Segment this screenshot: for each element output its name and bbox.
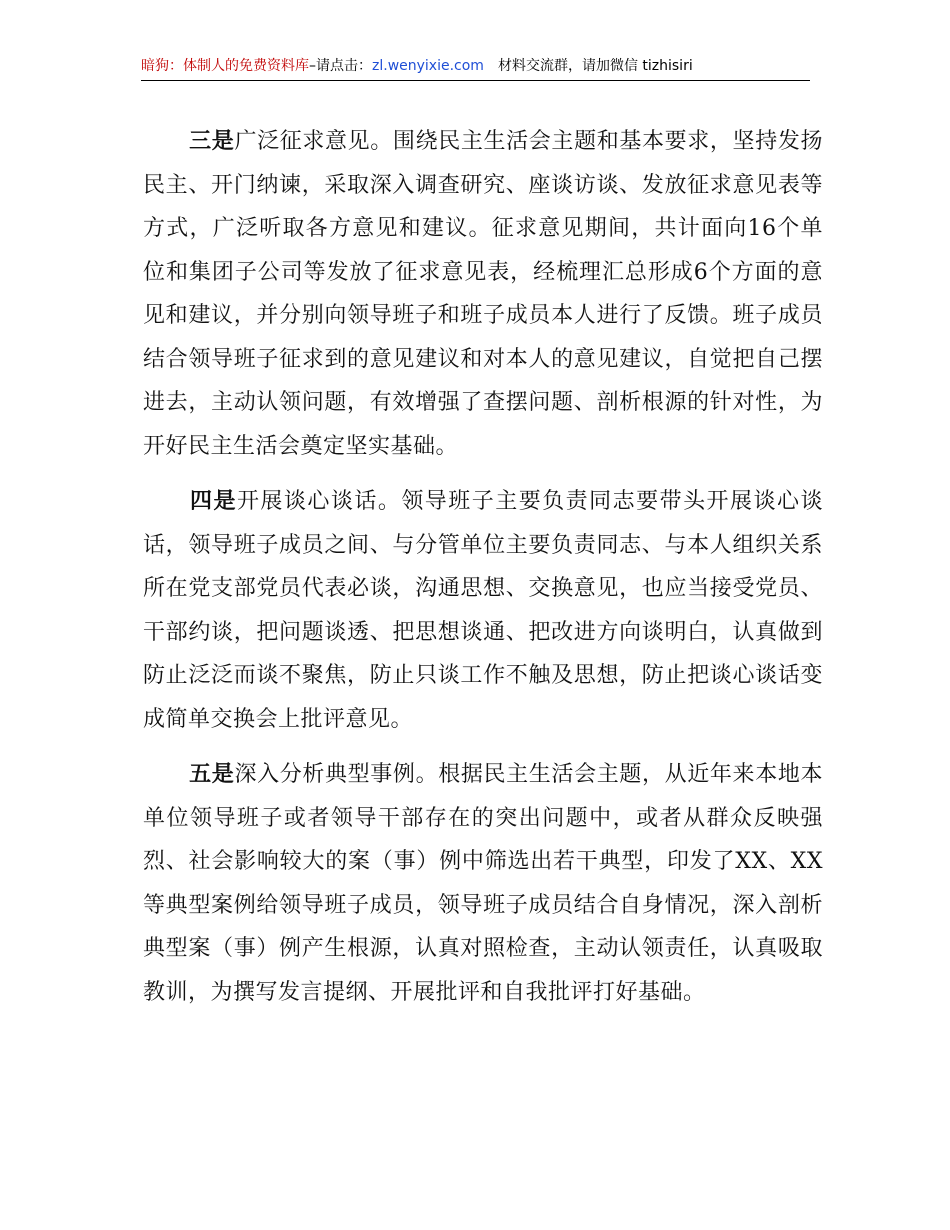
paragraph-five xyxy=(143,753,823,1014)
header-separator: –请点击： xyxy=(309,58,372,74)
header-group-note: 材料交流群，请加微信 tizhisiri xyxy=(497,58,693,74)
document-body xyxy=(143,120,823,1026)
paragraph-text: 广泛征求意见。围绕民主生活会主题和基本要求，坚持发扬民主、开门纳谏，采取深入调查研究、座谈访谈、发放征求意见表等方式，广泛听取各方意见和建议。征求意见期间，共计面向16个单位和集团子公司等发放了征求意见表，经梳理汇总形成6个方面的意见和建议，并分别向领导班子和班子成员本人进行了反馈。班子成员结合领导班子征求到的意见建议和对本人的意见建议，自觉把自己摆进去，主动认领问题，有效增强了查摆问题、剖析根源的针对性，为开好民主生活会奠定坚实基础。 xyxy=(143,129,823,459)
paragraph-text: 深入分析典型事例。根据民主生活会主题，从近年来本地本单位领导班子或者领导干部存在的突出问题中，或者从群众反映强烈、社会影响较大的案（事）例中筛选出若干典型，印发了XX、XX等典型案例给领导班子成员，领导班子成员结合自身情况，深入剖析典型案（事）例产生根源，认真对照检查，主动认领责任，认真吸取教训，为撰写发言提纲、开展批评和自我批评打好基础。 xyxy=(143,762,823,1005)
paragraph-keyword: 四是 xyxy=(189,488,237,514)
paragraph-four xyxy=(143,480,823,741)
paragraph-keyword: 五是 xyxy=(189,761,235,787)
header-link[interactable]: zl.wenyixie.com xyxy=(372,58,484,74)
paragraph-three xyxy=(143,120,823,468)
header-brand: 暗狗：体制人的免费资料库 xyxy=(141,58,309,74)
paragraph-text: 开展谈心谈话。领导班子主要负责同志要带头开展谈心谈话，领导班子成员之间、与分管单位主要负责同志、与本人组织关系所在党支部党员代表必谈，沟通思想、交换意见，也应当接受党员、干部约谈，把问题谈透、把思想谈通、把改进方向谈明白，认真做到防止泛泛而谈不聚焦，防止只谈工作不触及思想，防止把谈心谈话变成简单交换会上批评意见。 xyxy=(143,489,823,732)
paragraph-keyword: 三是 xyxy=(189,128,235,154)
page-header xyxy=(141,56,810,81)
